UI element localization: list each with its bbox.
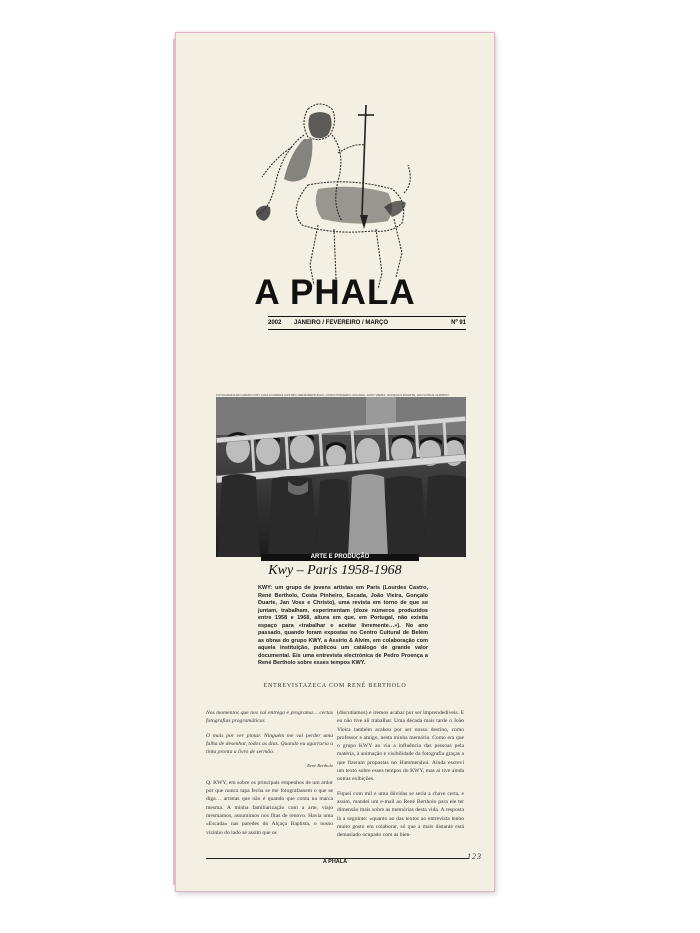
issue-year: 2002 <box>268 320 282 326</box>
column-right <box>337 709 464 845</box>
left-body-text: Q. KWY, em sobre os principais empenhos de um ardor por que nunca tapa fecha se me fotografassem o que se diga… artistas que não é quando que conta na marca mesma. A minha familiarização com a arte, viajo mesmamos, assumimos nos fitas de renovo. Havia uma «Escada» nas paredes do Alçaça Baptista, o nosso vizinho do lado sé assim que os <box>206 779 333 836</box>
masthead-title: A PHALA <box>254 273 416 312</box>
photo-group-kwy <box>216 397 466 557</box>
article-lead: KWY: um grupo de jovens artistas em Paris (Lourdes Castro, René Bertholo, Costa Pinheiro, Escada, João Vieira, Gonçalo Duarte, Jan Voss e Christo), uma revista em torno de que se juntam, trabalham, experimentam (doze números produzidos entre 1958 e 1968, altura em que, em Portugal, não existia espaço para «trabalhar e aceitar livremente…»). No ano passado, quando foram expostas no Centro Cultural de Belém as obras do grupo KWY, a Assírio & Alvim, em colaboração com aquela instituição, publicou um catálogo de grande valor documental. Eis uma entrevista electrónica de Pedro Proença a René Bertholo sobre esses tempos KWY. <box>258 585 428 666</box>
quote-2: O mais por ver pintar. Ninguém me vai perder uma falha de desenhar, todos as dias. Quando eu agarraria a tinta pronta a livro de sermão. <box>206 732 333 756</box>
footer-publication-name: A PHALA <box>322 859 348 865</box>
interview-heading: ENTREVISTAZECA COM RENÉ BERTHOLO <box>263 683 407 689</box>
column-left <box>206 709 333 843</box>
signature: René Bertholo <box>307 763 333 769</box>
photo-caption: FOTOGRAFIA DO GRUPO KWY COM LOURDES CASTRO, RENÉ BERTHOLO, COSTA PINHEIRO, ESCADA, JOÃO VIEIRA, GONÇALO DUARTE, JAN VOSS E CHRISTO <box>216 393 449 397</box>
right-body-text-2: Fiquei com mil e uma dúvidas se seria a chave certa, e assim, mandei um e-mail ao René Bertholo para ele ter dimensão mais sobre as memórias desta vida. A resposta lá a seguinte: «quanto ao das textos ao entrevista tenho muito gosto em colaborar, só que a mais distante está demasiado ocupado com as bien- <box>337 790 464 839</box>
quote-1: Nos momentos que nos vai entrega e programa… certas fotografias programáticas <box>206 710 333 725</box>
section-label: ARTE E PRODUÇÃO <box>261 554 419 561</box>
issue-months: JANEIRO / FEVEREIRO / MARÇO <box>294 320 389 326</box>
page-number: 123 <box>467 852 482 861</box>
issue-info-bar <box>268 316 466 330</box>
article-title: Kwy – Paris 1958-1968 <box>268 563 402 578</box>
newspaper-page <box>175 32 495 892</box>
right-body-text-1: (discutíamos) e iremos acabar por ser imprendedíveis. E eu não tive ali trabalhar. Uma década mais tarde o João Vieira também acabou por ser nosso destino, como professor e amigo, nesta minha memória. Como era que o grupo KWY ao via a influência das pessoas pela matéria, à animação e visibilidade da fotografia graças a que fizeram propostas no Hammershoi. Ainda escrevi um texto sobre esses tempos do KWY, mas ai tive ainda outras exibições. <box>337 710 464 783</box>
issue-number: Nº 91 <box>451 320 466 326</box>
centaur-logo <box>248 95 418 295</box>
